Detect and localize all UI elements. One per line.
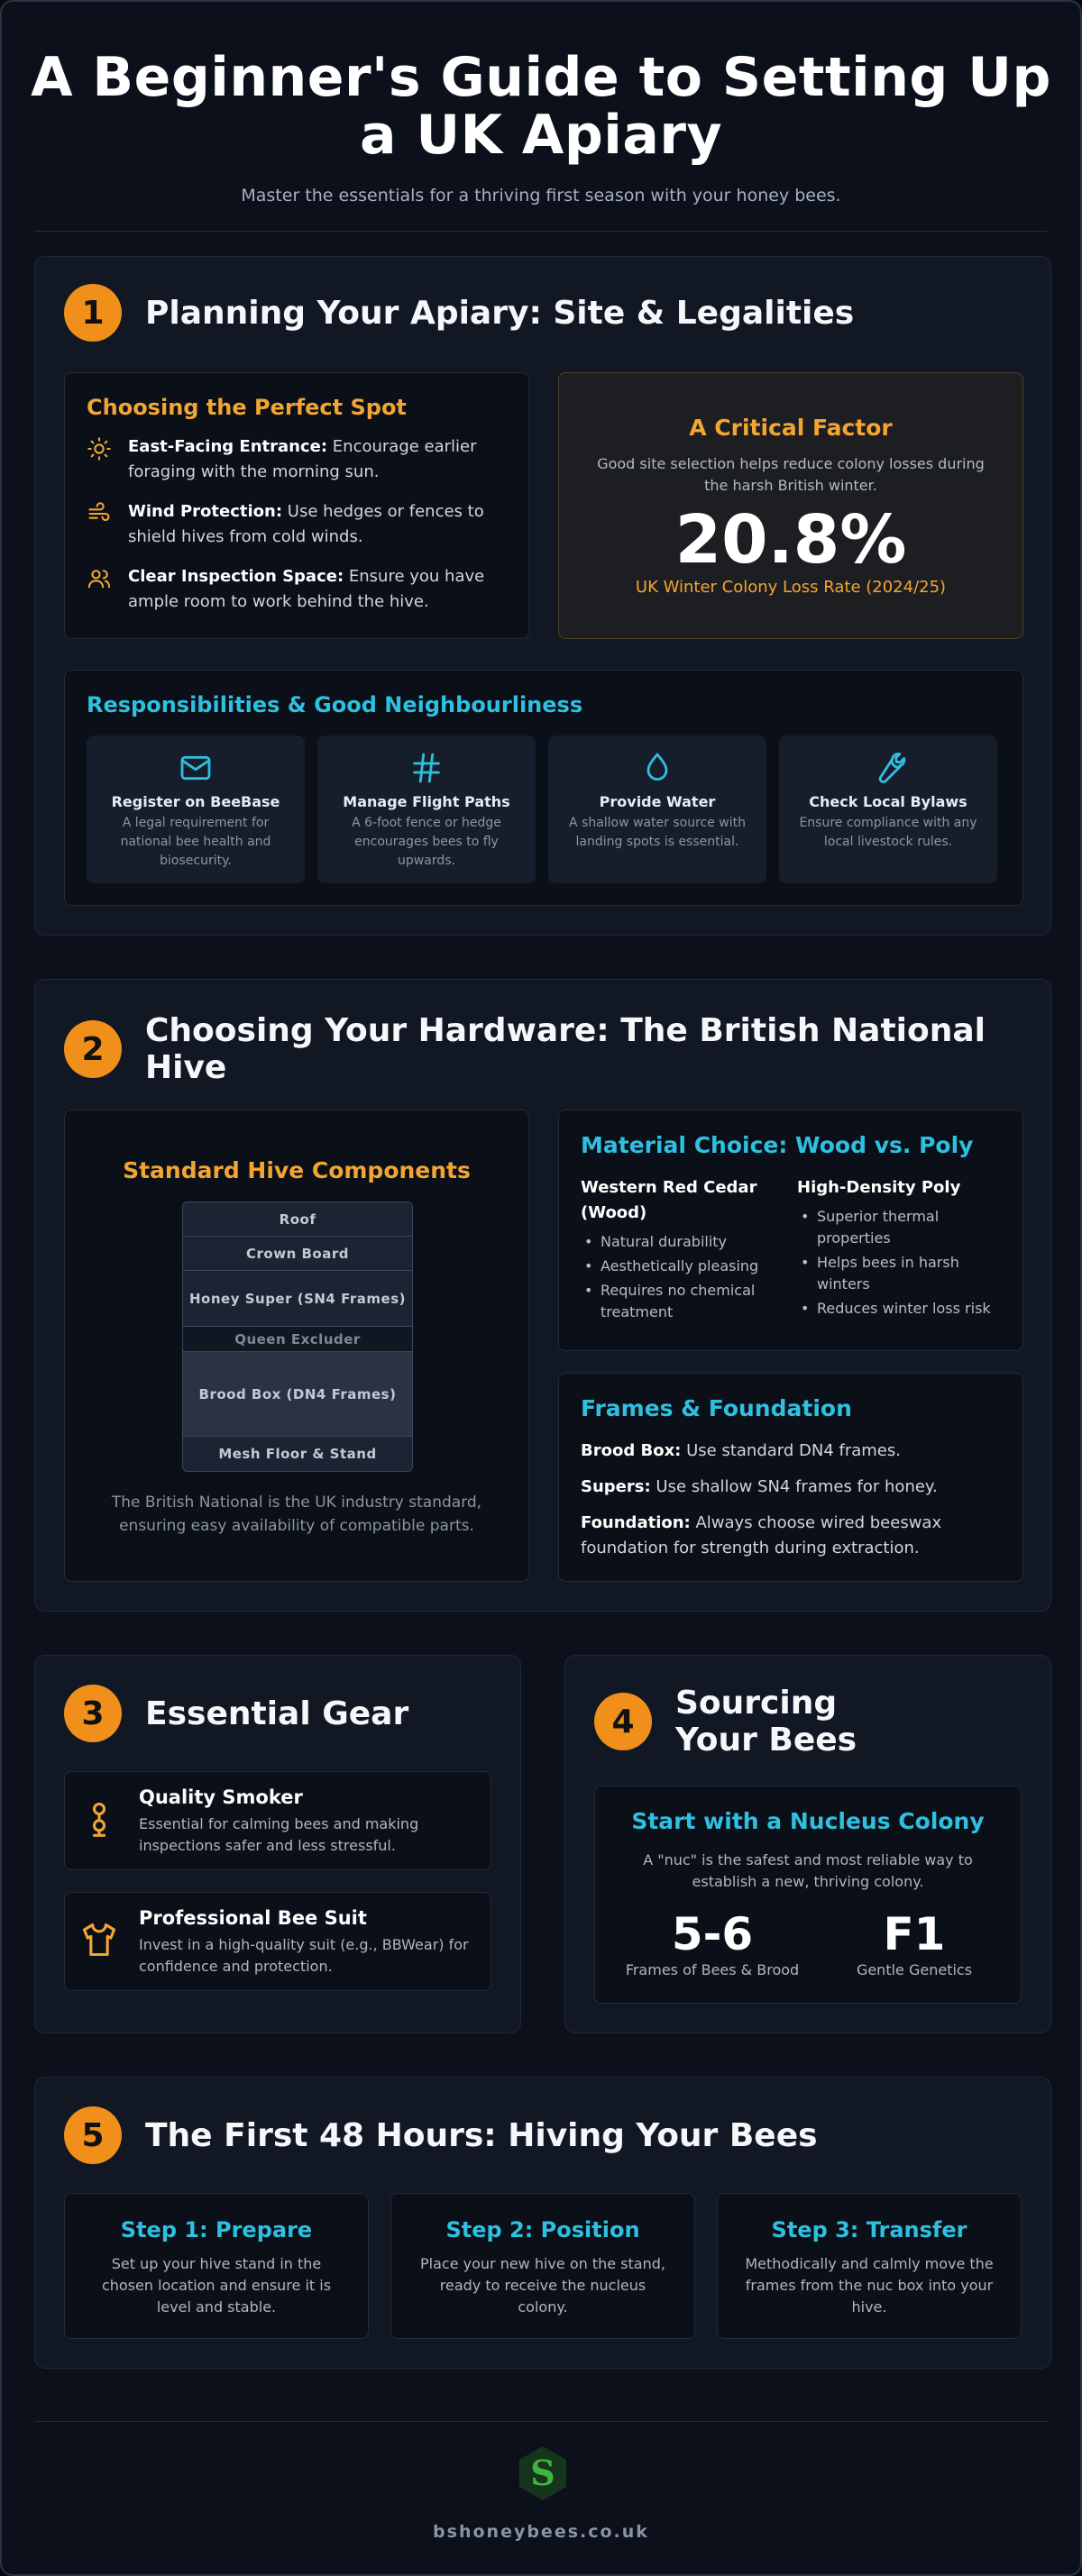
section-sourcing-bees	[564, 1655, 1051, 2033]
step-card	[64, 2193, 369, 2339]
wrench-icon	[870, 750, 906, 786]
list-item: • Superior thermal properties	[797, 1206, 1004, 1249]
smoker-icon	[79, 1799, 119, 1839]
responsibility-title: Register on BeeBase	[111, 793, 280, 810]
hive-components-title: Standard Hive Components	[123, 1157, 471, 1183]
responsibility-desc: A legal requirement for national bee health and biosecurity.	[120, 816, 271, 868]
list-item: • Helps bees in harsh winters	[797, 1252, 1004, 1295]
svg-text:S: S	[530, 2453, 555, 2493]
wood-title: Western Red Cedar (Wood)	[581, 1178, 757, 1222]
section-title: Choosing Your Hardware: The British National Hive	[145, 1012, 986, 1086]
critical-factor-description: Good site selection helps reduce colony losses during the harsh British winter.	[597, 455, 985, 494]
wood-list	[581, 1231, 779, 1323]
stat-value: 5-6	[671, 1908, 754, 1960]
section-title: Sourcing Your Bees	[675, 1685, 857, 1758]
step-desc: Place your new hive on the stand, ready to receive the nucleus colony.	[420, 2255, 665, 2316]
section-header	[64, 1012, 1011, 1086]
gear-title: Professional Bee Suit	[139, 1907, 367, 1929]
droplet-icon	[639, 750, 675, 786]
stat-frames	[622, 1909, 802, 1978]
users-icon	[87, 566, 114, 615]
section-number: 2	[64, 1020, 122, 1078]
poly-column	[797, 1175, 1004, 1322]
material-choice-card	[558, 1110, 1023, 1351]
gear-desc: Invest in a high-quality suit (e.g., BBWear) for confidence and protection.	[139, 1936, 469, 1975]
section-title: The First 48 Hours: Hiving Your Bees	[145, 2116, 818, 2154]
section-first-48-hours	[34, 2077, 1051, 2369]
material-choice-title: Material Choice: Wood vs. Poly	[581, 1132, 974, 1158]
hive-diagram	[182, 1201, 413, 1472]
step-title: Step 1: Prepare	[120, 2217, 313, 2243]
step-desc: Set up your hive stand in the chosen location and ensure it is level and stable.	[101, 2255, 332, 2316]
poly-list	[797, 1206, 1004, 1320]
feature-item	[87, 434, 510, 485]
stat-value: F1	[883, 1908, 946, 1960]
page-title: A Beginner's Guide to Setting Up a UK Apiary	[31, 46, 1051, 167]
responsibility-title: Manage Flight Paths	[343, 793, 510, 810]
step-card	[390, 2193, 695, 2339]
hive-layer-honey-super: Honey Super (SN4 Frames)	[183, 1271, 412, 1327]
feature-text: East-Facing Entrance: Encourage earlier foraging with the morning sun.	[128, 437, 477, 481]
frames-foundation-card	[558, 1373, 1023, 1582]
nucleus-colony-card	[594, 1786, 1022, 2004]
page-header	[2, 2, 1080, 206]
responsibilities-title: Responsibilities & Good Neighbourliness	[87, 692, 583, 717]
hash-icon	[408, 750, 445, 786]
perfect-spot-card	[64, 372, 529, 639]
frames-foundation-title: Frames & Foundation	[581, 1395, 852, 1421]
section-header	[594, 1685, 910, 1758]
responsibility-desc: Ensure compliance with any local livestock rules.	[799, 816, 977, 849]
gear-item	[64, 1892, 491, 1991]
responsibility-tile	[779, 735, 997, 883]
feature-item	[87, 564, 510, 615]
step-desc: Methodically and calmly move the frames from the nuc box into your hive.	[745, 2255, 994, 2316]
responsibility-title: Check Local Bylaws	[809, 793, 967, 810]
responsibility-desc: A 6-foot fence or hedge encourages bees to fly upwards.	[352, 816, 501, 868]
responsibility-tile	[87, 735, 305, 883]
hive-caption: The British National is the UK industry standard, ensuring easy availability of compatible parts.	[111, 1494, 482, 1535]
feature-text: Wind Protection: Use hedges or fences to shield hives from cold winds.	[128, 502, 484, 546]
gear-item	[64, 1771, 491, 1870]
sun-icon	[87, 436, 114, 485]
critical-factor-title: A Critical Factor	[689, 415, 893, 441]
responsibility-tile	[317, 735, 536, 883]
poly-title: High-Density Poly	[797, 1178, 961, 1197]
list-item: • Requires no chemical treatment	[581, 1280, 779, 1323]
responsibilities-card	[64, 670, 1023, 906]
hive-layer-brood-box: Brood Box (DN4 Frames)	[183, 1352, 412, 1437]
critical-factor-card	[558, 372, 1023, 639]
responsibility-title: Provide Water	[599, 793, 716, 810]
stat-label: Gentle Genetics	[856, 1961, 973, 1978]
stat-genetics	[824, 1909, 1004, 1978]
gear-title: Quality Smoker	[139, 1786, 303, 1808]
page-subtitle: Master the essentials for a thriving first season with your honey bees.	[241, 186, 841, 206]
wind-icon	[87, 501, 114, 550]
frames-line: Supers: Use shallow SN4 frames for honey.	[581, 1477, 938, 1496]
section-number: 5	[64, 2106, 122, 2164]
section-title: Planning Your Apiary: Site & Legalities	[145, 294, 855, 332]
frames-line: Brood Box: Use standard DN4 frames.	[581, 1441, 901, 1460]
shirt-icon	[79, 1920, 119, 1959]
wood-column	[581, 1175, 779, 1326]
brand-logo[interactable]	[514, 2444, 572, 2502]
section-number: 1	[64, 284, 122, 342]
section-essential-gear	[34, 1655, 521, 2033]
list-item: • Natural durability	[581, 1231, 779, 1253]
website-link[interactable]: bshoneybees.co.uk	[433, 2522, 649, 2542]
section-header	[64, 284, 854, 342]
hive-layer-mesh-floor: Mesh Floor & Stand	[183, 1437, 412, 1471]
gear-desc: Essential for calming bees and making inspections safer and less stressful.	[139, 1815, 419, 1854]
nucleus-colony-title: Start with a Nucleus Colony	[631, 1808, 985, 1834]
hive-layer-queen-excluder: Queen Excluder	[183, 1327, 412, 1352]
step-card	[717, 2193, 1022, 2339]
section-header	[64, 1685, 408, 1742]
step-title: Step 2: Position	[445, 2217, 640, 2243]
mail-icon	[178, 750, 214, 786]
loss-rate-value: 20.8%	[674, 501, 907, 579]
hive-layer-crown-board: Crown Board	[183, 1237, 412, 1271]
step-title: Step 3: Transfer	[771, 2217, 967, 2243]
perfect-spot-title: Choosing the Perfect Spot	[87, 395, 407, 420]
footer-divider	[34, 2421, 1048, 2422]
section-number: 4	[594, 1693, 652, 1750]
list-item: • Reduces winter loss risk	[797, 1298, 1004, 1320]
nucleus-colony-desc: A "nuc" is the safest and most reliable way to establish a new, thriving colony.	[643, 1851, 973, 1890]
section-title: Essential Gear	[145, 1694, 409, 1732]
hive-layer-roof: Roof	[183, 1202, 412, 1237]
frames-line: Foundation: Always choose wired beeswax foundation for strength during extraction.	[581, 1513, 942, 1557]
responsibility-desc: A shallow water source with landing spots is essential.	[569, 816, 746, 849]
list-item: • Aesthetically pleasing	[581, 1256, 779, 1277]
header-divider	[34, 231, 1048, 232]
section-header	[64, 2106, 818, 2164]
responsibility-tile	[548, 735, 766, 883]
feature-text: Clear Inspection Space: Ensure you have ample room to work behind the hive.	[128, 567, 485, 611]
stat-label: Frames of Bees & Brood	[625, 1961, 800, 1978]
loss-rate-label: UK Winter Colony Loss Rate (2024/25)	[635, 578, 947, 597]
section-number: 3	[64, 1685, 122, 1742]
section-planning	[34, 256, 1051, 936]
feature-item	[87, 499, 510, 550]
hive-components-card	[64, 1110, 529, 1582]
section-hardware	[34, 979, 1051, 1612]
